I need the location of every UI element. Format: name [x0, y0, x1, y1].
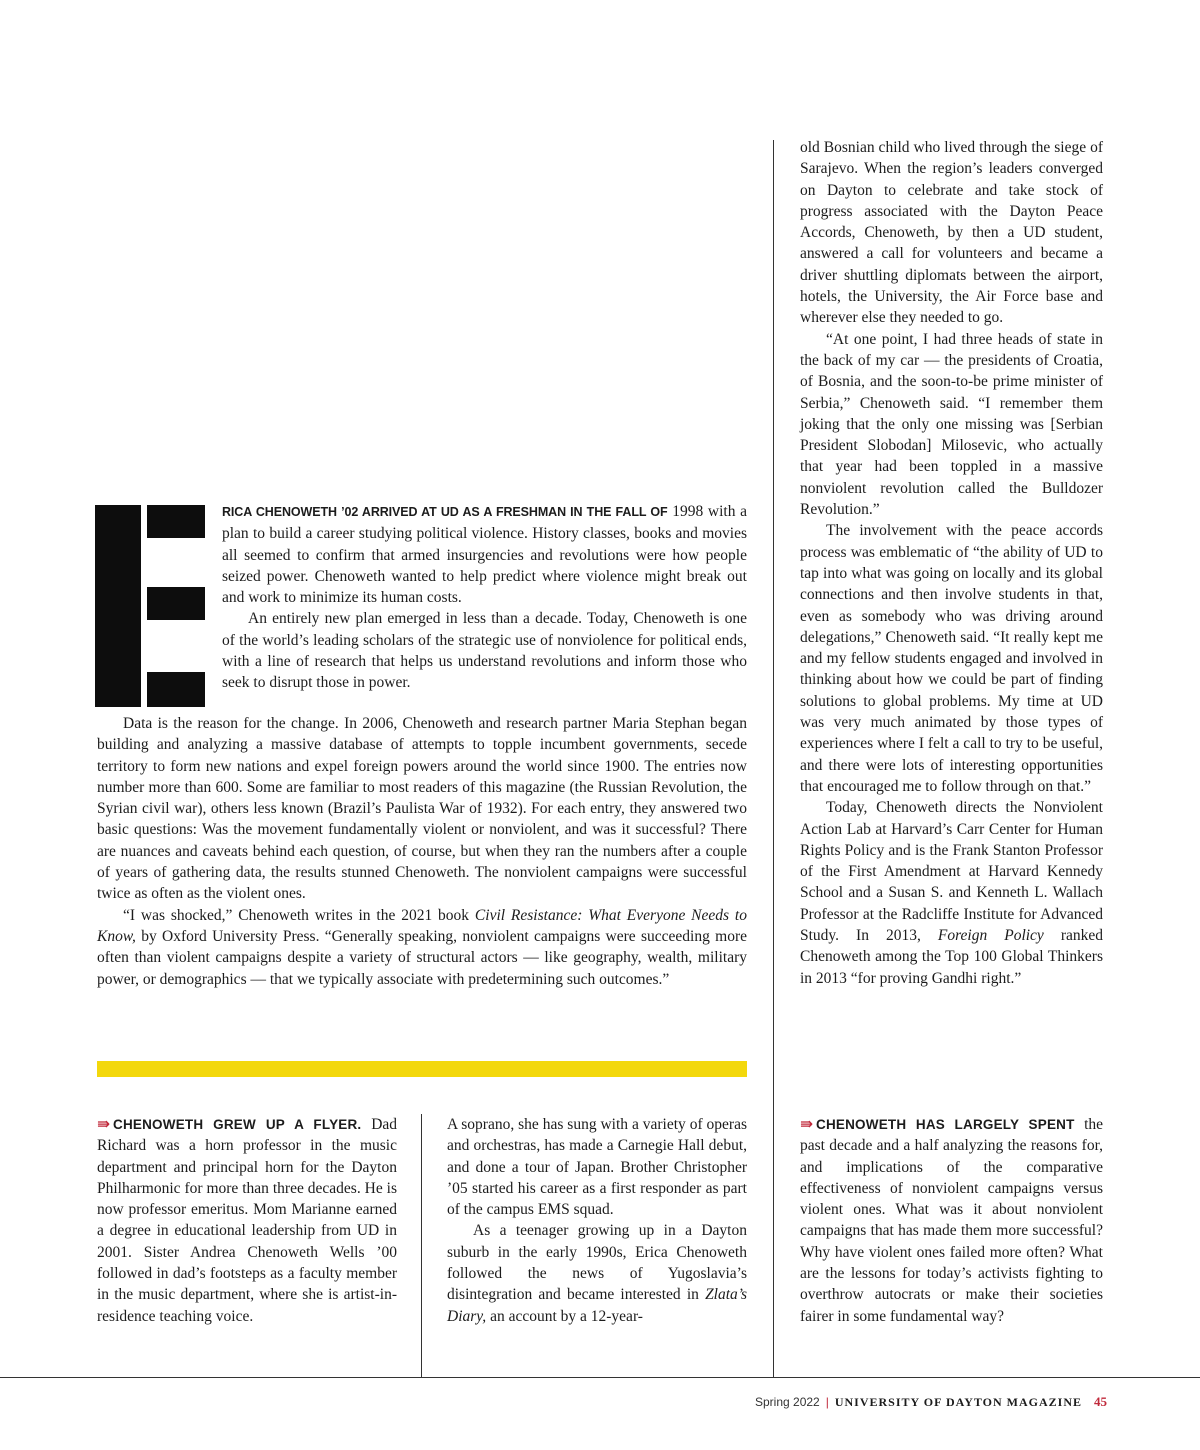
sidebar-right-lead: CHENOWETH HAS LARGELY SPENT — [816, 1117, 1075, 1132]
arrow-right-icon: ⇛ — [97, 1115, 110, 1133]
page-number: 45 — [1094, 1394, 1107, 1409]
sidebar-middle-paragraph-1: A soprano, she has sung with a variety of operas and orchestras, has made a Carnegie Hall debut, and done a tour of Japan. Brother Christopher ’05 started his career as a first responder as part of the campus EMS squad. — [447, 1116, 747, 1219]
sidebar-left: ⇛ CHENOWETH GREW UP A FLYER. Dad Richard was a horn professor in the music department and principal horn for the Dayton Philharmonic for more than three decades. He is now professor emeritus. Mom Marianne earned a degree in educational leadership from UD in 2001. Sister Andrea Chenoweth Wells ’00 followed in dad’s footsteps as a faculty member in the music department, where she is artist-in-residence teaching voice. — [97, 1115, 398, 1325]
column-divider-bottom — [421, 1114, 422, 1377]
book-title: Civil Resistance: What Everyone Needs to Know, — [97, 906, 747, 945]
sidebar-right: ⇛ CHENOWETH HAS LARGELY SPENT the past decade and a half analyzing the reasons for, and implications of the comparative effectiveness of nonviolent campaigns versus violent ones. What was it about nonviolent campaigns that has made them more successful? Why have violent ones failed more often? What are the lessons for today’s activists fighting to overthrow autocrats or make their societies fairer in some fundamental way? — [800, 1115, 1103, 1325]
article-paragraph-4: “I was shocked,” Chenoweth writes in the 2021 book Civil Resistance: What Everyone Needs to Know, by Oxford University Press. “Generally speaking, nonviolent campaigns were succeeding more often than violent campaigns despite a variety of structural actors — like geography, wealth, military power, or demographics — that we typically associate with predetermining such outcomes.” — [97, 906, 747, 988]
right-paragraph-3: The involvement with the peace accords process was emblematic of “the ability of UD to tap into what was going on locally and its global connections and then involve students in that, even as somebody who was driving around delegations,” Chenoweth said. “It really kept me and my fellow students engaged and involved in thinking about how we could be part of finding solutions to global problems. My time at UD was very much animated by those types of experiences where I felt a call to try to be useful, and there were lots of interesting opportunities that encouraged me to follow through on that.” — [800, 522, 1103, 795]
right-column — [800, 137, 1103, 989]
column-divider-right — [773, 140, 774, 1377]
right-paragraph-4: Today, Chenoweth directs the Nonviolent Action Lab at Harvard’s Carr Center for Human Rights Policy and is the Frank Stanton Professor of the First Amendment at Harvard Kennedy School and a Susan S. and Kenneth L. Wallach Professor at the Radcliffe Institute for Advanced Study. In 2013, Foreign Policy ranked Chenoweth among the Top 100 Global Thinkers in 2013 “for proving Gandhi right.” — [800, 799, 1104, 987]
article-paragraph-2: An entirely new plan emerged in less than a decade. Today, Chenoweth is one of the world’s leading scholars of the strategic use of nonviolence for political ends, with a line of research that helps us understand revolutions and inform those who seek to disrupt those in power. — [222, 610, 747, 692]
article-intro — [222, 501, 747, 694]
footer-magazine-title: UNIVERSITY OF DAYTON MAGAZINE — [834, 1395, 1082, 1409]
article-paragraph-3: Data is the reason for the change. In 2006, Chenoweth and research partner Maria Stephan began building and analyzing a massive database of attempts to topple incumbent governments, secede territory to form new nations and expel foreign powers around the world since 1900. The entries now number more than 600. Some are familiar to most readers of this magazine (the Russian Revolution, the Syrian civil war), others less known (Brazil’s Paulista War of 1932). For each entry, they answered two basic questions: Was the movement fundamentally violent or nonviolent, and was it successful? There are nuances and caveats behind each question, of course, but when they ran the numbers after a couple of years of gathering data, the results stunned Chenoweth. The nonviolent campaigns were successful twice as often as the violent ones. — [97, 715, 747, 903]
yellow-accent-bar — [97, 1061, 747, 1077]
footer-rule — [0, 1377, 1200, 1378]
footer-separator: | — [825, 1395, 829, 1409]
arrow-right-icon: ⇛ — [800, 1115, 813, 1133]
sidebar-middle — [447, 1114, 747, 1327]
diary-title: Zlata’s Diary, — [447, 1286, 747, 1325]
right-paragraph-1: old Bosnian child who lived through the siege of Sarajevo. When the region’s leaders converged on Dayton to celebrate and take stock of progress associated with the Dayton Peace Accords, Chenoweth, by then a UD student, answered a call for volunteers and became a driver shuttling diplomats between the airport, hotels, the University, the Air Force base and wherever else they needed to go. — [800, 139, 1103, 327]
page-footer — [755, 1394, 1107, 1410]
sidebar-left-lead: CHENOWETH GREW UP A FLYER. — [113, 1117, 362, 1132]
sidebar-middle-paragraph-2: As a teenager growing up in a Dayton suburb in the early 1990s, Erica Chenoweth followed the news of Yugoslavia’s disintegration and became interested in Zlata’s Diary, an account by a 12-year- — [447, 1222, 747, 1325]
lead-caps: RICA CHENOWETH ’02 ARRIVED AT UD AS A FRESHMAN IN THE FALL OF — [222, 505, 668, 519]
article-paragraph-1: RICA CHENOWETH ’02 ARRIVED AT UD AS A FRESHMAN IN THE FALL OF 1998 with a plan to build a career studying political violence. History classes, books and movies all seemed to confirm that armed insurgencies and revolutions were how people seized power. Chenoweth wanted to help predict where violence might break out and work to minimize its human costs. — [222, 503, 748, 607]
right-paragraph-2: “At one point, I had three heads of state in the back of my car — the presidents of Croatia, of Bosnia, and the soon-to-be prime minister of Serbia,” Chenoweth said. “I remember them joking that the only one missing was [Serbian President Slobodan] Milosevic, who actually that year had been toppled in a massive nonviolent revolution called the Bulldozer Revolution.” — [800, 330, 1103, 519]
footer-season: Spring 2022 — [755, 1395, 820, 1409]
publication-title: Foreign Policy — [937, 926, 1044, 944]
drop-cap-e — [95, 505, 207, 707]
article-body — [97, 713, 747, 990]
